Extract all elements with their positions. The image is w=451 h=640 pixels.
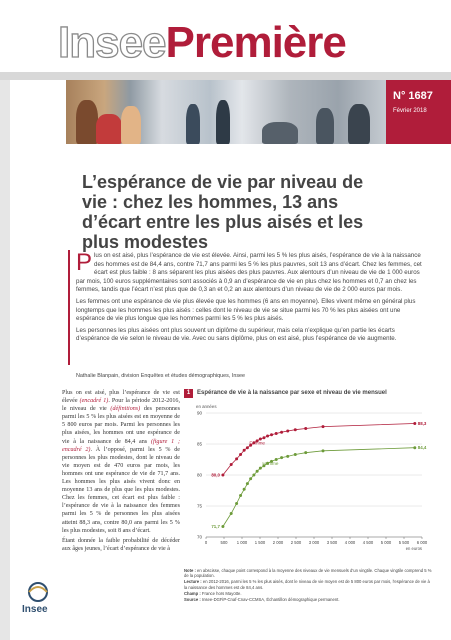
ref-definitions[interactable]: (définitions) [110, 406, 141, 413]
data-point-femme [230, 463, 233, 466]
note-line [184, 568, 434, 579]
ref-encadre-1[interactable]: (encadré 1) [79, 398, 109, 405]
chart-notes [184, 568, 434, 602]
masthead [0, 0, 451, 150]
data-point-femme [294, 428, 297, 431]
x-tick-label: 6 000 [416, 540, 428, 545]
data-point-homme [243, 488, 246, 491]
body-column [62, 389, 180, 555]
source-text: Insee-DGFiP-Cnaf-Cnav-CCMSA, Échantillon démographique permanent. [201, 596, 340, 602]
champ-line [184, 591, 434, 596]
data-point-homme [249, 477, 252, 480]
cover-photo [66, 80, 386, 144]
x-tick-label: 2 000 [272, 540, 284, 545]
x-tick-label: 5 500 [398, 540, 410, 545]
data-point-femme [280, 431, 283, 434]
x-axis-label: en euros [405, 546, 422, 551]
series-line-femme [223, 424, 415, 476]
data-point-homme [280, 456, 283, 459]
x-tick-label: 4 000 [344, 540, 356, 545]
y-tick-label: 90 [196, 410, 202, 416]
brand-premiere: Première [165, 18, 346, 67]
data-point-femme [275, 432, 278, 435]
data-point-homme [256, 470, 259, 473]
data-point-femme [304, 427, 307, 430]
data-point-femme [239, 453, 242, 456]
dropcap: P [76, 249, 93, 276]
data-point-homme [304, 451, 307, 454]
body-text: Plus on est aisé, plus l’espérance de vie est élevée [62, 390, 180, 405]
side-margin-bar [0, 80, 10, 640]
note-label: Note : [184, 568, 196, 573]
series-name-label: Femme [249, 440, 265, 446]
body-paragraph-2: Étant donnée la faible probabilité de décéder aux âges jeunes, l’écart d’espérance de vie à [62, 537, 180, 552]
header-band [0, 72, 451, 80]
lecture-text: en 2012-2016, parmi les 5 % les plus aisés, dont le niveau de vie moyen est de 5 800 euros par mois, l’espérance de vie à la naissance des hommes est de 84,4 ans. [184, 579, 430, 590]
data-point-homme [413, 446, 416, 449]
y-tick-label: 75 [196, 503, 202, 509]
lead-paragraph-1 [76, 249, 424, 295]
source-line [184, 597, 434, 602]
x-tick-label: 500 [220, 540, 228, 545]
y-tick-label: 70 [196, 534, 202, 540]
data-point-homme [221, 525, 224, 528]
lead-summary [76, 249, 424, 347]
body-text: des personnes parmi les 5 % les plus aisées est en moyenne de 5 800 euros par mois. Parmi les personnes les plus aisées, les hommes ont une espérance de vie à la naissance de 84,4 ans [62, 406, 180, 445]
end-value-label: 88,3 [417, 421, 427, 427]
data-point-femme [235, 457, 238, 460]
data-point-homme [246, 482, 249, 485]
source-label: Source : [184, 596, 201, 602]
author-line: Nathalie Blanpain, division Enquêtes et études démographiques, Insee [76, 373, 246, 379]
lead-text-1: lus on est aisé, plus l’espérance de vie est élevée. Ainsi, parmi les 5 % les plus aisés, l’espérance de vie à la naissance des hommes est de 84,4 ans, contre 71,7 ans parmi les 5 % les plus pauvres, soit 13 ans d’écart. Chez les femmes, cet écart est plus faible : 8 ans séparent les plus aisées des plus pauvres. Aux alentours d’un niveau de vie de 1 000 euros par mois, 100 euros supplémentaires sont associés à 0,9 an d’espérance de vie en plus chez les hommes et 0,7 an chez les femmes, tandis que l’écart n’est plus que de 0,3 an et 0,2 an aux alentours d’un niveau de vie de 2 000 euros par mois. [76, 252, 422, 294]
data-point-femme [286, 429, 289, 432]
data-point-femme [413, 422, 416, 425]
body-text: . À l’opposé, parmi les 5 % de personnes les plus modestes, dont le niveau de vie moyen est de 470 euros par mois, les hommes ont une espérance de vie de 71,7 ans. Les hommes les plus aisés vivent donc en moyenne 13 ans de plus que les plus modestes. Chez les femmes, cet écart est plus faible : l’espérance de vie à la naissance des femmes parmi les 5 % de personnes les plus aisées atteint 88,3 ans, contre 80,0 ans parmi les 5 % les plus modestes, soit 8 ans d’écart. [62, 446, 180, 534]
start-value-label: 80,0 [211, 472, 220, 478]
x-tick-label: 3 500 [326, 540, 338, 545]
lead-paragraph-2: Les femmes ont une espérance de vie plus élevée que les hommes (6 ans en moyenne). Elles vivent même en général plus longtemps que les hommes les plus aisés : celles dont le niveau de vie se situe parmi les 70 % les plus aisées ont une espérance de vie plus longue que les hommes parmi les 5 % les plus aisés. [76, 297, 416, 323]
page-title: L’espérance de vie par niveau de vie : chez les hommes, 13 ans d’écart entre les plus aisés et les plus modestes [82, 172, 364, 252]
brand-logo [58, 18, 346, 68]
data-point-femme [322, 425, 325, 428]
champ-label: Champ : [184, 590, 201, 596]
chart-plot [184, 409, 436, 561]
data-point-femme [262, 436, 265, 439]
data-point-femme [246, 446, 249, 449]
data-point-homme [239, 494, 242, 497]
end-value-label: 84,4 [417, 445, 427, 451]
body-text: . Pour la période 2012-2016, le niveau de vie [62, 398, 180, 413]
data-point-homme [286, 455, 289, 458]
y-tick-label: 80 [196, 472, 202, 478]
insee-logo-text: Insee [22, 604, 48, 615]
data-point-femme [243, 449, 246, 452]
y-axis-label: en années [196, 404, 217, 409]
data-point-homme [252, 474, 255, 477]
issue-number: N° 1687 [393, 90, 433, 102]
issue-date: Février 2018 [393, 108, 427, 114]
x-tick-label: 1 000 [236, 540, 248, 545]
series-name-label: Homme [262, 461, 279, 467]
x-tick-label: 1 500 [254, 540, 266, 545]
lecture-line [184, 579, 434, 590]
data-point-homme [259, 467, 262, 470]
ref-figure-1[interactable]: (figure 1 ; encadré 2) [62, 438, 181, 453]
data-point-homme [294, 453, 297, 456]
champ-text: France hors Mayotte. [201, 590, 242, 596]
data-point-femme [270, 433, 273, 436]
series-line-homme [223, 448, 415, 527]
x-tick-label: 5 000 [380, 540, 392, 545]
y-tick-label: 85 [196, 441, 202, 447]
lecture-label: Lecture : [184, 579, 202, 585]
data-point-homme [235, 502, 238, 505]
note-text: en abscisse, chaque point correspond à la moyenne des niveaux de vie mensuels d’un vingtile. Chaque vingtile comprend 5 % de la population. [184, 568, 432, 579]
body-paragraph-1 [62, 389, 180, 535]
data-point-femme [221, 474, 224, 477]
x-tick-label: 3 000 [308, 540, 320, 545]
data-point-femme [266, 434, 269, 437]
start-value-label: 71,7 [211, 523, 220, 529]
lead-rule [68, 250, 70, 365]
chart-title: Espérance de vie à la naissance par sexe et niveau de vie mensuel [197, 390, 387, 396]
data-point-homme [322, 449, 325, 452]
brand-insee: Insee [58, 18, 166, 67]
data-point-homme [230, 512, 233, 515]
x-tick-label: 0 [204, 540, 208, 545]
figure-number: 1 [184, 389, 193, 398]
x-tick-label: 2 500 [290, 540, 302, 545]
lead-paragraph-3: Les personnes les plus aisées ont plus souvent un diplôme du supérieur, mais cela n’explique qu’en partie les écarts d’espérance de vie selon le niveau de vie. Avec ou sans diplôme, plus on est aisé, plus l’espérance de vie augmente. [76, 326, 397, 343]
x-tick-label: 4 500 [362, 540, 374, 545]
